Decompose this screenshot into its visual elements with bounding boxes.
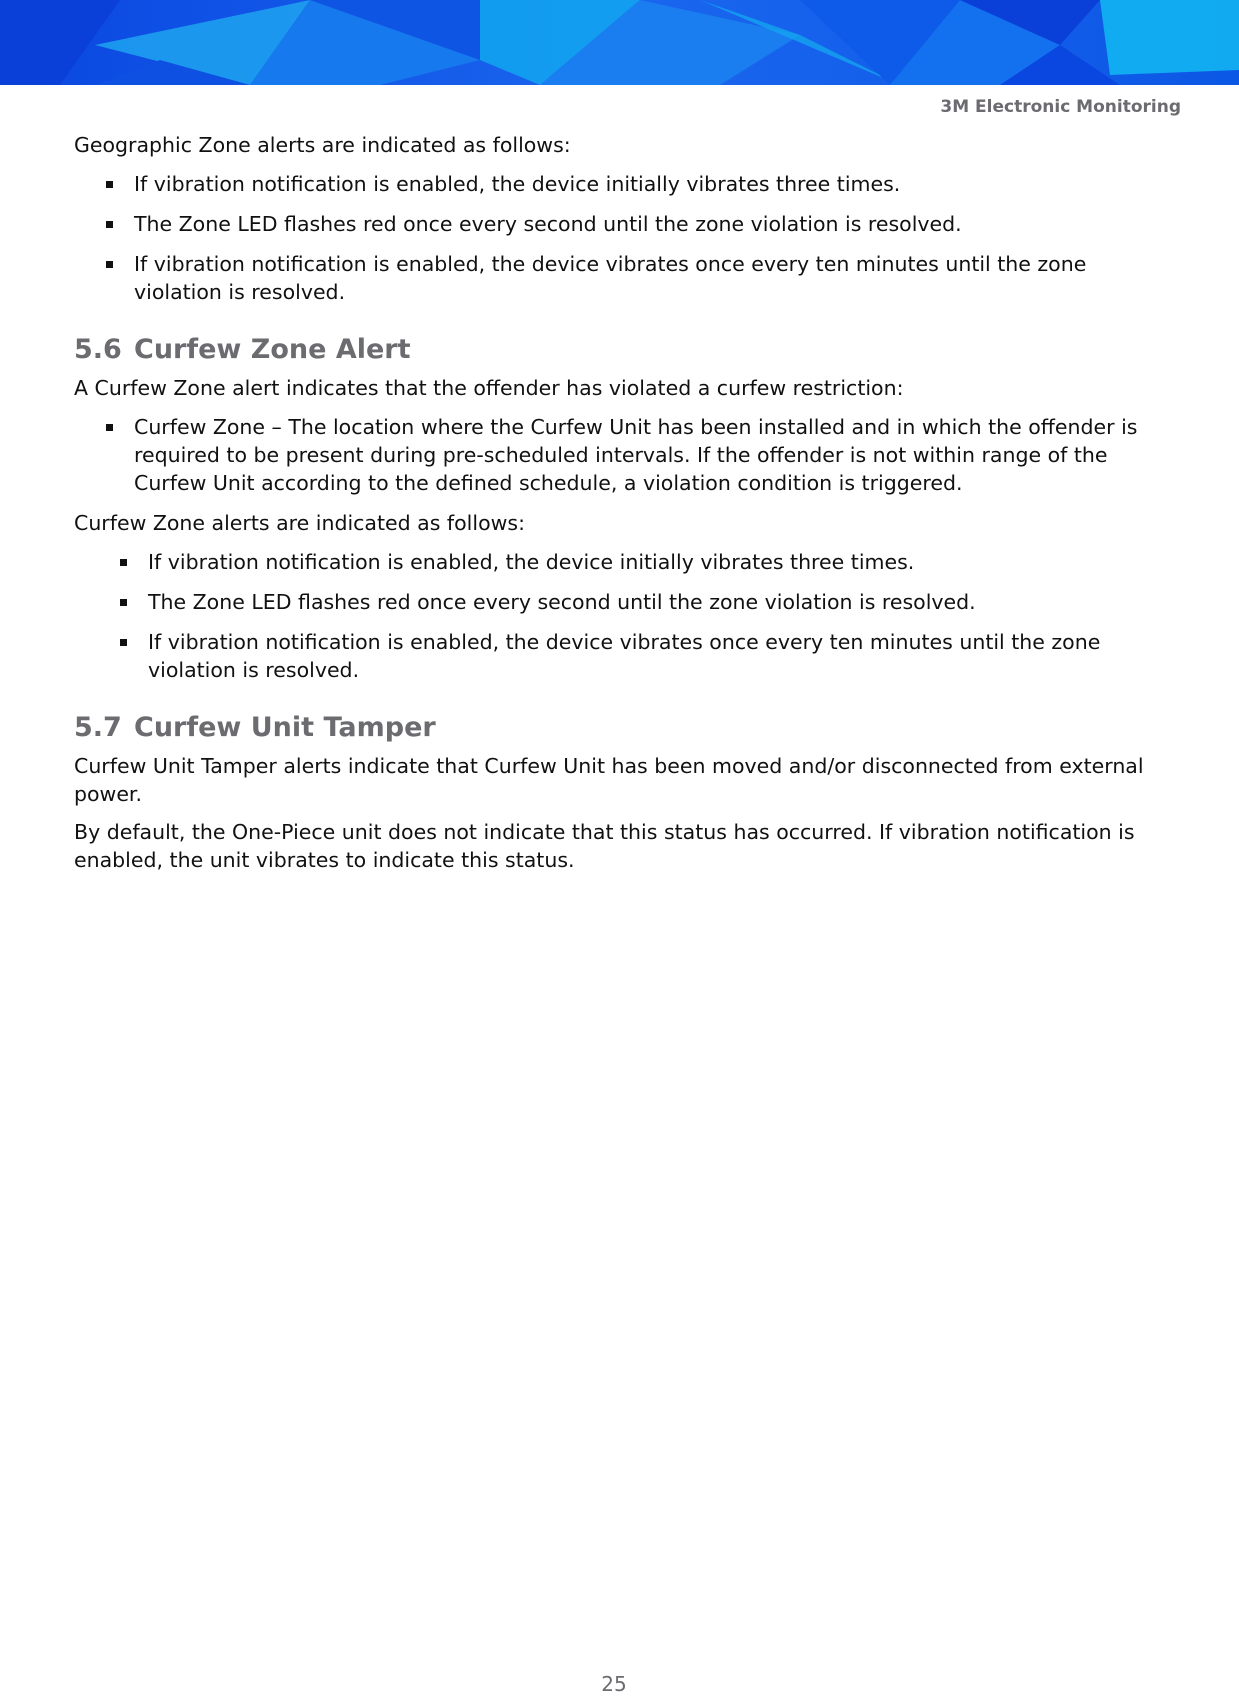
bullet-icon [106, 221, 113, 228]
section-heading-curfew-zone: 5.6 Curfew Zone Alert [74, 334, 411, 365]
list-item: The Zone LED flashes red once every second until the zone violation is resolved. [74, 588, 1166, 616]
list-item: If vibration notification is enabled, the device initially vibrates three times. [74, 548, 1166, 576]
geo-zone-intro: Geographic Zone alerts are indicated as follows: [74, 133, 571, 157]
curfew-zone-definition-list [74, 413, 1166, 497]
header-org-name: 3M Electronic Monitoring [940, 97, 1181, 117]
bullet-icon [106, 424, 113, 431]
list-item: If vibration notification is enabled, the device vibrates once every ten minutes until the zone violation is resolved. [74, 250, 1166, 306]
list-item: If vibration notification is enabled, the device initially vibrates three times. [74, 170, 1166, 198]
page-content [74, 131, 1166, 884]
page-number: 25 [601, 1672, 627, 1696]
bullet-icon [106, 261, 113, 268]
geo-zone-bullet-list [74, 170, 1166, 306]
list-item: Curfew Zone – The location where the Curfew Unit has been installed and in which the offender is required to be present during pre-scheduled intervals. If the offender is not within range of the Curfew Unit according to the defined schedule, a violation condition is triggered. [74, 413, 1166, 497]
header-banner [0, 0, 1239, 85]
bullet-icon [106, 181, 113, 188]
bullet-icon [120, 559, 127, 566]
list-item: The Zone LED flashes red once every second until the zone violation is resolved. [74, 210, 1166, 238]
list-item: If vibration notification is enabled, the device vibrates once every ten minutes until the zone violation is resolved. [74, 628, 1166, 684]
curfew-zone-alerts-intro: Curfew Zone alerts are indicated as follows: [74, 511, 525, 535]
curfew-zone-intro: A Curfew Zone alert indicates that the offender has violated a curfew restriction: [74, 376, 904, 400]
bullet-icon [120, 599, 127, 606]
section-heading-curfew-tamper: 5.7 Curfew Unit Tamper [74, 712, 436, 743]
bullet-icon [120, 639, 127, 646]
curfew-tamper-para-1: Curfew Unit Tamper alerts indicate that Curfew Unit has been moved and/or disconnected from external power. [74, 754, 1144, 806]
curfew-tamper-para-2: By default, the One-Piece unit does not indicate that this status has occurred. If vibration notification is enabled, the unit vibrates to indicate this status. [74, 820, 1135, 872]
curfew-zone-bullet-list [74, 548, 1166, 684]
